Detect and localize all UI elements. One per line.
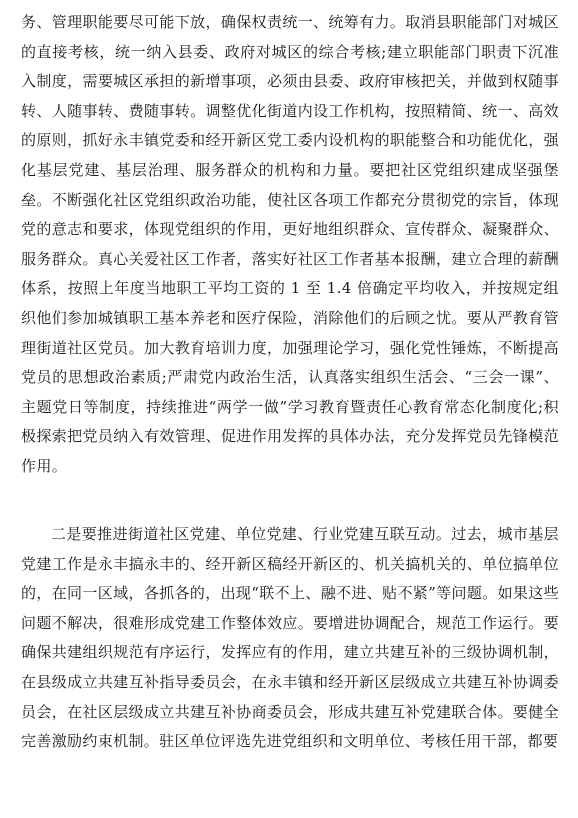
paragraph-continued: 务、管理职能要尽可能下放，确保权责统一、统筹有力。取消县职能部门对城区的直接考核，统一纳入县委、政府对城区的综合考核;建立职能部门职责下沉准入制度，需要城区承担的新增事项，必须由县委、政府审核把关，并做到权随事转、人随事转、费随事转。调整优化街道内设工作机构，按照精简、统一、高效的原则，抓好永丰镇党委和经开新区党工委内设机构的职能整合和功能优化，强化基层党建、基层治理、服务群众的机构和力量。要把社区党组织建成坚强堡垒。不断强化社区党组织政治功能，使社区各项工作都充分贯彻党的宗旨，体现党的意志和要求，体现党组织的作用，更好地组织群众、宣传群众、凝聚群众、服务群众。真心关爱社区工作者，落实好社区工作者基本报酬，建立合理的薪酬体系，按照上年度当地职工平均工资的 1 至 1.4 倍确定平均收入，并按规定组织他们参加城镇职工基本养老和医疗保险，消除他们的后顾之忧。要从严教育管理街道社区党员。加大教育培训力度，加强理论学习，强化党性锤炼，不断提高党员的思想政治素质;严肃党内政治生活，认真落实组织生活会、“三会一课”、主题党日等制度，持续推进“两学一做”学习教育暨责任心教育常态化制度化;积极探索把党员纳入有效管理、促进作用发挥的具体办法，充分发挥党员先锋模范作用。 — [21, 13, 559, 475]
paragraph-section-two: 二是要推进街道社区党建、单位党建、行业党建互联互动。过去，城市基层党建工作是永丰搞永丰的、经开新区稿经开新区的、机关搞机关的、单位搞单位的，在同一区域，各抓各的，出现“联不上、融不进、贴不紧”等问题。如果这些问题不解决，很难形成党建工作整体效应。要增进协调配合，规范工作运行。要确保共建组织规范有序运行，发挥应有的作用，建立共建互补的三级协调机制，在县级成立共建互补指导委员会，在永丰镇和经开新区层级成立共建互补协调委员会，在社区层级成立共建互补协商委员会，形成共建互补党建联合体。要健全完善激励约束机制。驻区单位评选先进党组织和文明单位、考核任用干部，都要 — [21, 525, 559, 751]
